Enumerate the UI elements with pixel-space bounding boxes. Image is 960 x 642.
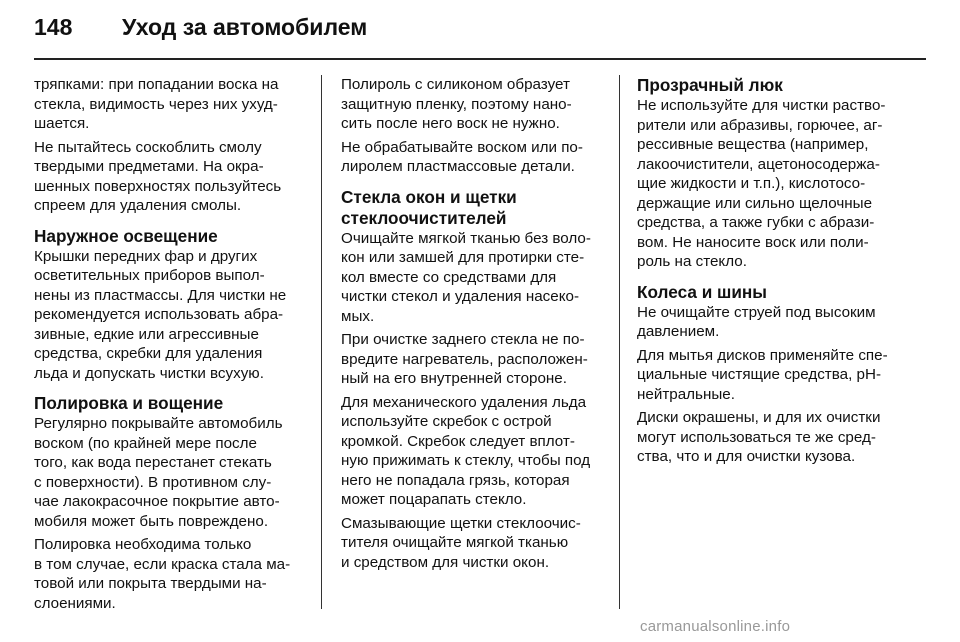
text-line: ства, что и для очистки кузова. [637, 448, 856, 465]
section-heading: Прозрачный люк [637, 75, 783, 95]
text-line: При очистке заднего стекла не по- [341, 331, 585, 348]
text-line: ный на его внутренней стороне. [341, 370, 567, 387]
text-line: рессивные вещества (например, [637, 136, 869, 153]
text-line: Не обрабатывайте воском или по- [341, 138, 583, 156]
text-line: защитную пленку, поэтому нано- [341, 95, 572, 113]
column-divider [321, 75, 322, 609]
text-line: слоениями. [34, 594, 116, 612]
text-line: рители или абразивы, горючее, аг- [637, 116, 883, 134]
paragraph [637, 96, 917, 272]
page-number: 148 [34, 14, 73, 40]
text-line: щие жидкости и т.п.), кислотосо- [637, 175, 866, 192]
text-line: сить после него воск не нужно. [341, 115, 560, 132]
page-header [34, 14, 367, 48]
text-line: Не пытайтесь соскоблить смолу [34, 138, 262, 156]
text-line: вом. Не наносите воск или поли- [637, 233, 869, 251]
text-line: лакоочистители, ацетоносодержа- [637, 155, 880, 173]
heading-line: стеклоочистителей [341, 207, 507, 228]
text-line: стекла, видимость через них ухуд- [34, 95, 278, 113]
text-line: кромкой. Скребок следует вплот- [341, 432, 575, 450]
section-heading: Полировка и вощение [34, 393, 224, 413]
text-line: роль на стекло. [637, 253, 747, 270]
paragraph [34, 75, 304, 134]
text-line: зивные, едкие или агрессивные [34, 325, 259, 343]
text-line: воском (по крайней мере после [34, 434, 257, 452]
text-line: в том случае, если краска стала ма- [34, 555, 291, 573]
text-line: нейтральные. [637, 385, 735, 403]
paragraph [34, 414, 304, 531]
text-line: Крышки передних фар и других [34, 247, 258, 265]
text-line: мобиля может быть повреждено. [34, 512, 269, 530]
text-line: Очищайте мягкой тканью без воло- [341, 229, 591, 247]
text-line: осветительных приборов выпол- [34, 267, 265, 284]
text-line: кон или замшей для протирки сте- [341, 249, 585, 266]
paragraph [341, 229, 606, 327]
text-line: Для мытья дисков применяйте спе- [637, 346, 888, 364]
text-line: шается. [34, 115, 90, 132]
text-line: лиролем пластмассовые детали. [341, 158, 575, 175]
text-line: средства, а также губки с абрази- [637, 214, 875, 231]
paragraph [341, 138, 606, 177]
paragraph [341, 514, 606, 573]
text-line: Диски окрашены, и для их очистки [637, 409, 881, 426]
text-line: Не очищайте струей под высоким [637, 303, 876, 321]
text-line: и средством для чистки окон. [341, 553, 550, 571]
paragraph [341, 330, 606, 389]
section-heading [341, 187, 606, 229]
text-line: средства, скребки для удаления [34, 345, 263, 362]
text-line: кол вместе со средствами для [341, 268, 557, 286]
text-line: спреем для удаления смолы. [34, 197, 242, 214]
paragraph [341, 393, 606, 510]
section-heading: Колеса и шины [637, 281, 767, 302]
text-line: твердыми предметами. На окра- [34, 158, 264, 175]
text-line: рекомендуется использовать абра- [34, 306, 284, 323]
column-3 [637, 75, 917, 471]
text-line: того, как вода перестанет стекать [34, 454, 272, 471]
text-line: Для механического удаления льда [341, 393, 587, 411]
text-line: чистки стекол и удаления насеко- [341, 288, 580, 305]
text-line: тряпками: при попадании воска на [34, 76, 279, 93]
text-line: циальные чистящие средства, pH- [637, 366, 882, 383]
column-2 [341, 75, 606, 576]
text-line: товой или покрыта твердыми на- [34, 575, 267, 592]
text-line: льда и допускать чистки всухую. [34, 364, 264, 382]
text-line: нены из пластмассы. Для чистки не [34, 286, 287, 304]
paragraph [34, 247, 304, 384]
text-line: могут использоваться те же сред- [637, 428, 876, 446]
paragraph [637, 303, 917, 342]
text-line: него не попадала грязь, которая [341, 471, 570, 489]
text-line: мых. [341, 307, 375, 325]
text-line: Смазывающие щетки стеклоочис- [341, 514, 581, 532]
text-line: держащие или сильно щелочные [637, 194, 873, 212]
text-line: Регулярно покрывайте автомобиль [34, 415, 283, 432]
text-line: Не используйте для чистки раство- [637, 97, 886, 114]
text-line: Полироль с силиконом образует [341, 76, 570, 93]
paragraph [341, 75, 606, 134]
page-title: Уход за автомобилем [122, 14, 368, 40]
paragraph [34, 138, 304, 216]
paragraph [34, 535, 304, 613]
text-line: может поцарапать стекло. [341, 491, 527, 508]
text-line: Полировка необходима только [34, 536, 252, 553]
text-line: давлением. [637, 323, 720, 340]
text-line: ную прижимать к стеклу, чтобы под [341, 452, 591, 469]
text-line: вредите нагреватель, расположен- [341, 350, 588, 368]
text-line: с поверхности). В противном слу- [34, 473, 272, 491]
header-rule [34, 58, 926, 60]
text-line: тителя очищайте мягкой тканью [341, 534, 569, 551]
section-heading: Наружное освещение [34, 225, 218, 246]
text-line: чае лакокрасочное покрытие авто- [34, 493, 280, 510]
column-divider [619, 75, 620, 609]
heading-line: Стекла окон и щетки [341, 186, 517, 207]
column-1 [34, 75, 304, 617]
paragraph [637, 346, 917, 405]
text-line: используйте скребок с острой [341, 413, 552, 430]
paragraph [637, 408, 917, 467]
text-line: шенных поверхностях пользуйтесь [34, 177, 282, 195]
watermark-text: carmanualsonline.info [640, 618, 791, 635]
